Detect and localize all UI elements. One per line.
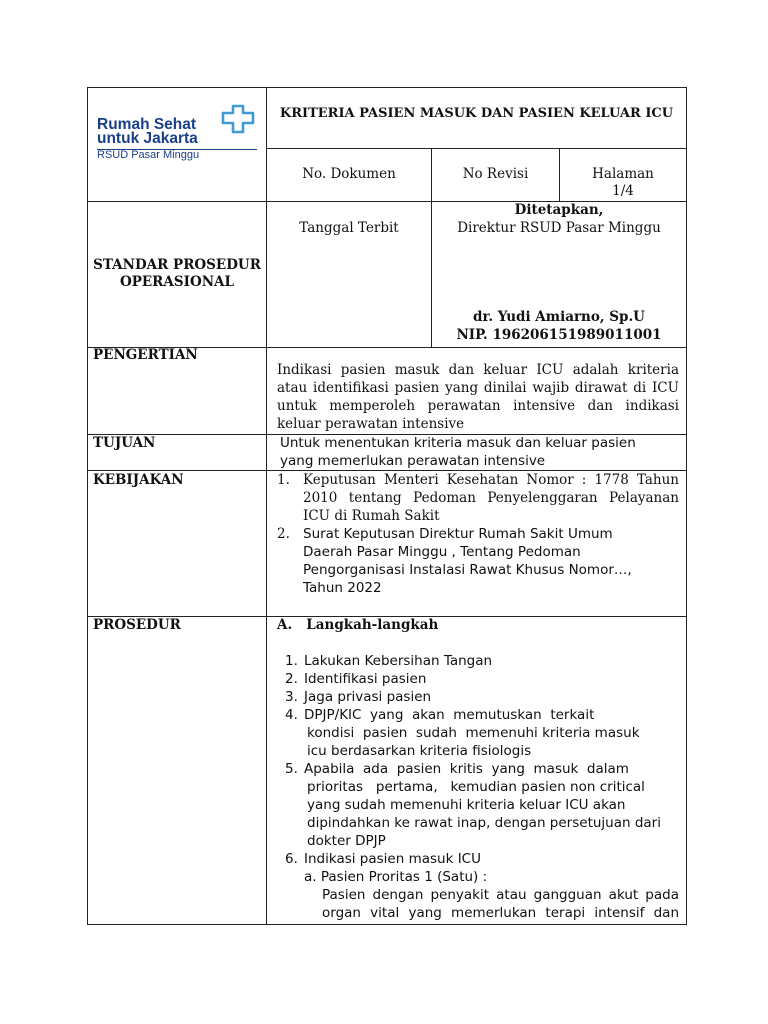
step-num: 5. — [285, 761, 298, 777]
step-num: 6. — [285, 851, 298, 867]
logo-line3: RSUD Pasar Minggu — [97, 149, 200, 161]
direktur-label: Direktur RSUD Pasar Minggu — [457, 220, 661, 236]
ditetapkan-label: Ditetapkan, — [514, 202, 604, 218]
kebijakan-item-num: 1. — [277, 472, 290, 488]
kebijakan-item-num: 2. — [277, 526, 290, 542]
sub-item-line: Pasien dengan penyakit atau gangguan akut pada — [322, 887, 679, 903]
kebijakan-item-line: Daerah Pasar Minggu , Tentang Pedoman — [303, 544, 581, 560]
section-a-heading: A. Langkah-langkah — [277, 617, 439, 633]
no-revisi-label: No Revisi — [462, 166, 529, 182]
kebijakan-label: KEBIJAKAN — [93, 472, 184, 488]
kebijakan-item-line: Keputusan Menteri Kesehatan Nomor : 1778 Tahun — [303, 472, 679, 488]
tujuan-label: TUJUAN — [93, 435, 156, 451]
step-num: 3. — [285, 689, 298, 705]
table-border-bottom — [87, 924, 687, 925]
tanggal-terbit-label: Tanggal Terbit — [299, 220, 399, 236]
table-border-left — [87, 87, 88, 925]
table-divider-label-col — [266, 87, 267, 925]
step-line: yang sudah memenuhi kriteria keluar ICU akan — [307, 797, 626, 813]
logo-line1: Rumah Sehat — [97, 116, 197, 133]
tujuan-line: yang memerlukan perawatan intensive — [280, 453, 546, 469]
pengertian-line: untuk memperoleh perawatan intensive dan indikasi — [277, 398, 679, 414]
sub-item-line: organ vital yang memerlukan terapi intensif dan — [322, 905, 679, 921]
step-line: dokter DPJP — [307, 833, 386, 849]
table-border-right — [686, 87, 687, 925]
step-line: prioritas pertama, kemudian pasien non critical — [307, 779, 645, 795]
step-line: icu berdasarkan kriteria fisiologis — [307, 743, 532, 759]
table-border-top — [87, 87, 687, 88]
tujuan-line: Untuk menentukan kriteria masuk dan keluar pasien — [280, 435, 636, 451]
step-num: 2. — [285, 671, 298, 687]
step-line: Lakukan Kebersihan Tangan — [304, 653, 493, 669]
page-title: KRITERIA PASIEN MASUK DAN PASIEN KELUAR ICU — [279, 106, 674, 121]
kebijakan-item-line: Pengorganisasi Instalasi Rawat Khusus Nomor…, — [303, 562, 632, 578]
kebijakan-item-line: Surat Keputusan Direktur Rumah Sakit Umum — [303, 526, 613, 542]
signer-name: dr. Yudi Amiarno, Sp.U — [473, 309, 645, 325]
step-num: 1. — [285, 653, 298, 669]
step-line: dipindahkan ke rawat inap, dengan persetujuan dari — [307, 815, 661, 831]
sub-item-heading: a. Pasien Proritas 1 (Satu) : — [304, 869, 488, 885]
pengertian-line: Indikasi pasien masuk dan keluar ICU adalah kriteria — [277, 362, 679, 378]
step-line: DPJP/KIC yang akan memutuskan terkait — [304, 707, 595, 723]
table-line-title — [266, 148, 686, 149]
signer-nip: NIP. 196206151989011001 — [456, 327, 662, 343]
halaman-value: 1/4 — [612, 183, 634, 199]
sop-label-line1: STANDAR PROSEDUR — [93, 257, 261, 273]
pengertian-label: PENGERTIAN — [93, 347, 198, 363]
kebijakan-item-line: Tahun 2022 — [303, 580, 382, 596]
step-line: Apabila ada pasien kritis yang masuk dalam — [304, 761, 629, 777]
kebijakan-item-line: 2010 tentang Pedoman Penyelenggaran Pelayanan — [303, 490, 679, 506]
step-line: Indikasi pasien masuk ICU — [304, 851, 481, 867]
pengertian-line: atau identifikasi pasien yang dinilai wajib dirawat di ICU — [277, 380, 679, 396]
halaman-label: Halaman — [592, 166, 654, 182]
step-num: 4. — [285, 707, 298, 723]
medical-cross-icon — [219, 103, 257, 135]
step-line: Jaga privasi pasien — [304, 689, 432, 705]
sop-label-line2: OPERASIONAL — [119, 274, 235, 290]
kebijakan-item-line: ICU di Rumah Sakit — [303, 508, 440, 524]
pengertian-line: keluar perawatan intensive — [277, 416, 465, 432]
step-line: Identifikasi pasien — [304, 671, 427, 687]
no-dokumen-label: No. Dokumen — [302, 166, 396, 182]
prosedur-label: PROSEDUR — [93, 617, 181, 633]
step-line: kondisi pasien sudah memenuhi kriteria masuk — [307, 725, 640, 741]
logo-line2: untuk Jakarta — [97, 130, 198, 147]
